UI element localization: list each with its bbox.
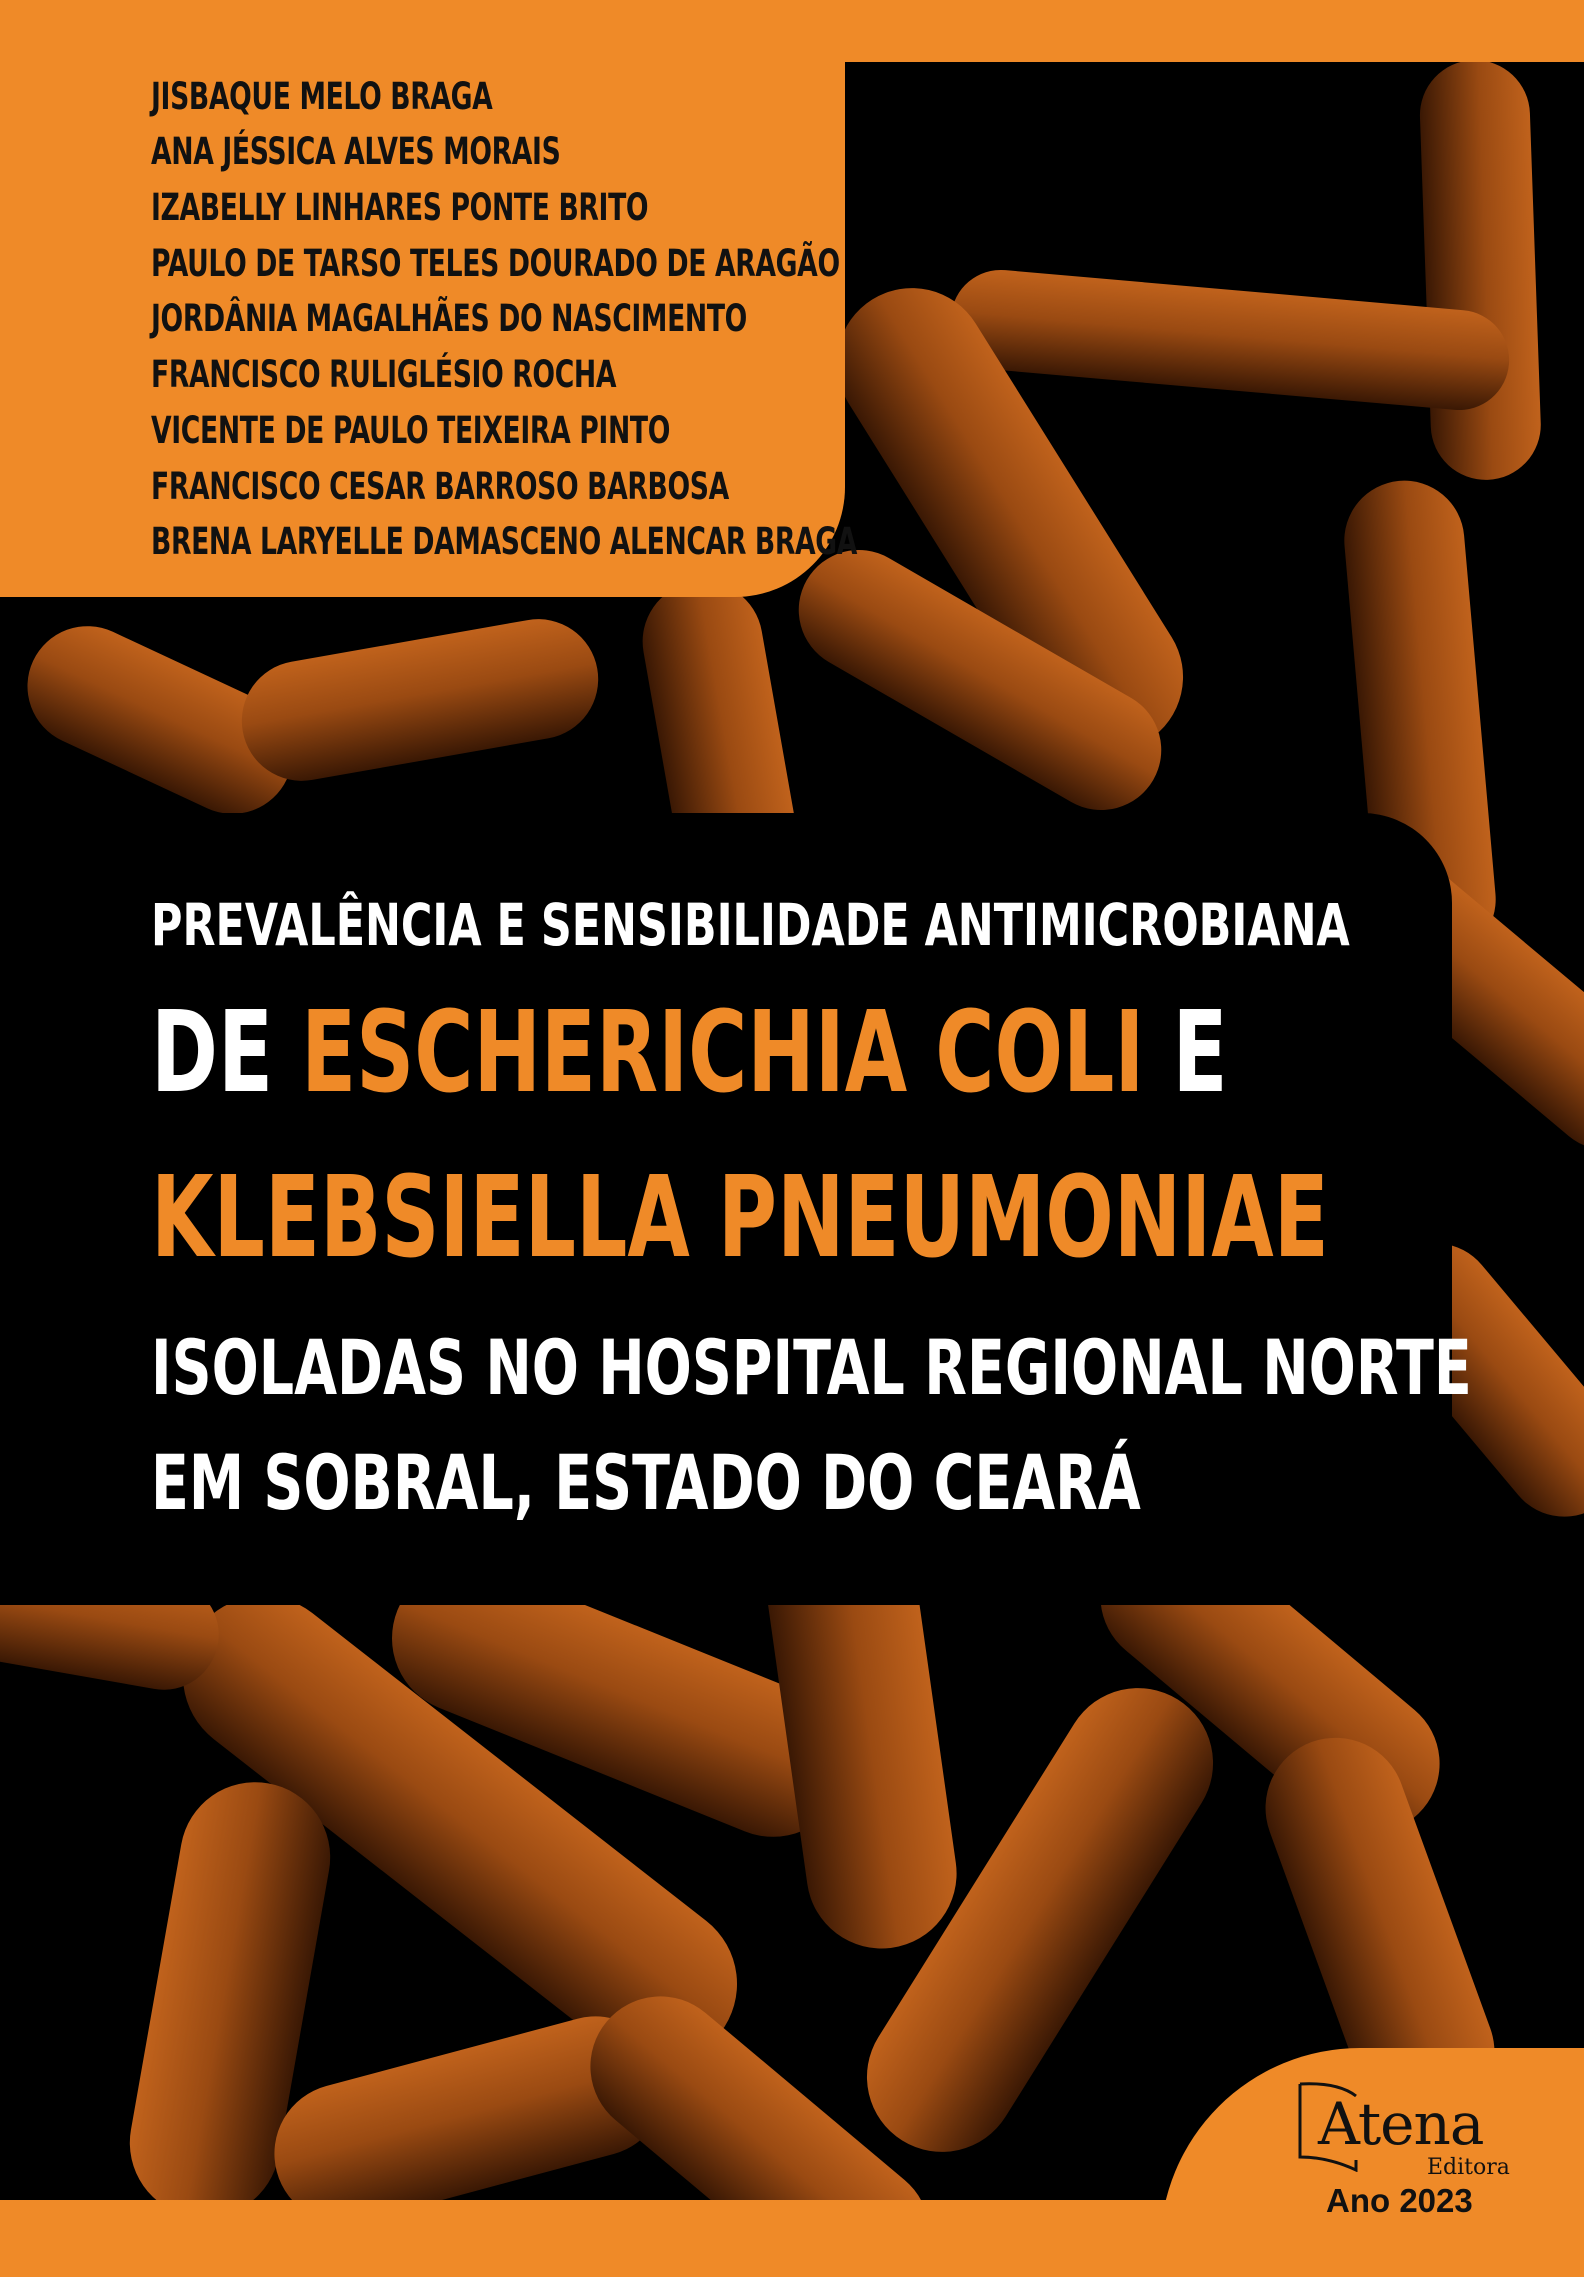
author-name: IZABELLY LINHARES PONTE BRITO (151, 186, 649, 229)
publication-year: Ano 2023 (1326, 2182, 1473, 2219)
author-name: JORDÂNIA MAGALHÃES DO NASCIMENTO (151, 297, 747, 340)
title-line-2-prefix: DE (151, 988, 302, 1118)
title-highlight-escherichia-coli: ESCHERICHIA COLI (301, 988, 1145, 1118)
author-name: BRENA LARYELLE DAMASCENO ALENCAR BRAGA (151, 520, 858, 563)
author-name: PAULO DE TARSO TELES DOURADO DE ARAGÃO (151, 242, 840, 285)
authors-panel (0, 0, 858, 597)
author-name: ANA JÉSSICA ALVES MORAIS (151, 130, 561, 173)
author-name: JISBAQUE MELO BRAGA (151, 75, 493, 118)
author-name: FRANCISCO RULIGLÉSIO ROCHA (151, 353, 617, 396)
title-line-1: PREVALÊNCIA E SENSIBILIDADE ANTIMICROBIANA (151, 891, 1350, 959)
publisher-logo-subtitle: Editora (1427, 2155, 1510, 2180)
title-line-5: EM SOBRAL, ESTADO DO CEARÁ (151, 1438, 1141, 1527)
title-highlight-klebsiella: KLEBSIELLA PNEUMONIAE (151, 1153, 1329, 1283)
author-name: FRANCISCO CESAR BARROSO BARBOSA (151, 465, 729, 508)
title-line-2 (151, 988, 1228, 1118)
title-line-4: ISOLADAS NO HOSPITAL REGIONAL NORTE (151, 1323, 1472, 1412)
publisher-logo-name: Atena (1318, 2090, 1484, 2158)
title-panel (0, 813, 1472, 1605)
title-line-2-suffix: E (1144, 988, 1228, 1118)
author-name: VICENTE DE PAULO TEIXEIRA PINTO (151, 409, 670, 452)
